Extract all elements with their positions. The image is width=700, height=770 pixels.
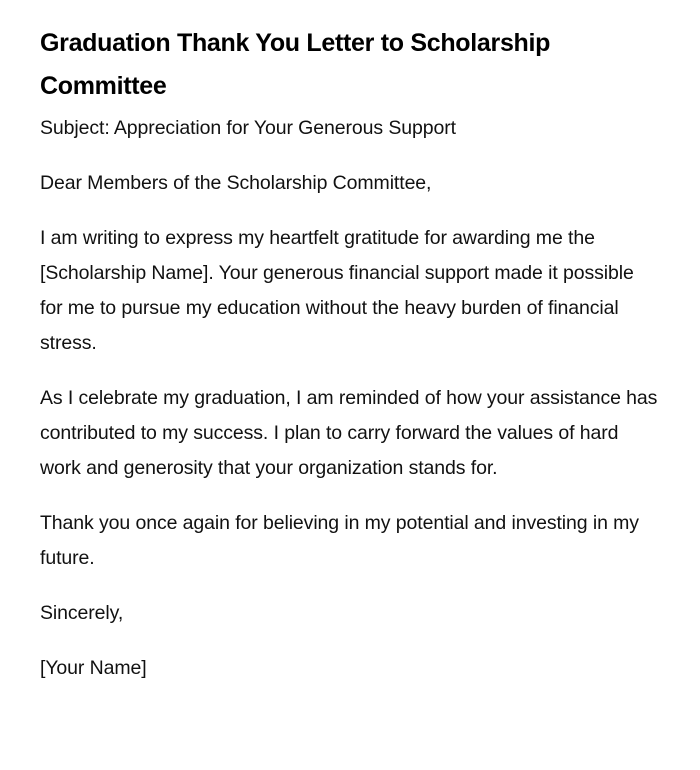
letter-paragraph-3: Thank you once again for believing in my potential and investing in my future. <box>40 512 639 569</box>
letter-paragraph-1: I am writing to express my heartfelt gratitude for awarding me the [Scholarship Name]. Your generous financial support made it possible for me to pursue my education without the heavy burden of financial stress. <box>40 227 634 354</box>
letter-title: Graduation Thank You Letter to Scholarship Committee <box>40 29 551 100</box>
letter-subject: Subject: Appreciation for Your Generous Support <box>40 117 456 139</box>
letter-paragraph-2: As I celebrate my graduation, I am reminded of how your assistance has contributed to my success. I plan to carry forward the values of hard work and generosity that your organization stands for. <box>40 387 658 479</box>
letter-salutation: Dear Members of the Scholarship Committee, <box>40 172 432 194</box>
letter-closing: Sincerely, <box>40 602 124 624</box>
letter-signature: [Your Name] <box>40 657 147 679</box>
